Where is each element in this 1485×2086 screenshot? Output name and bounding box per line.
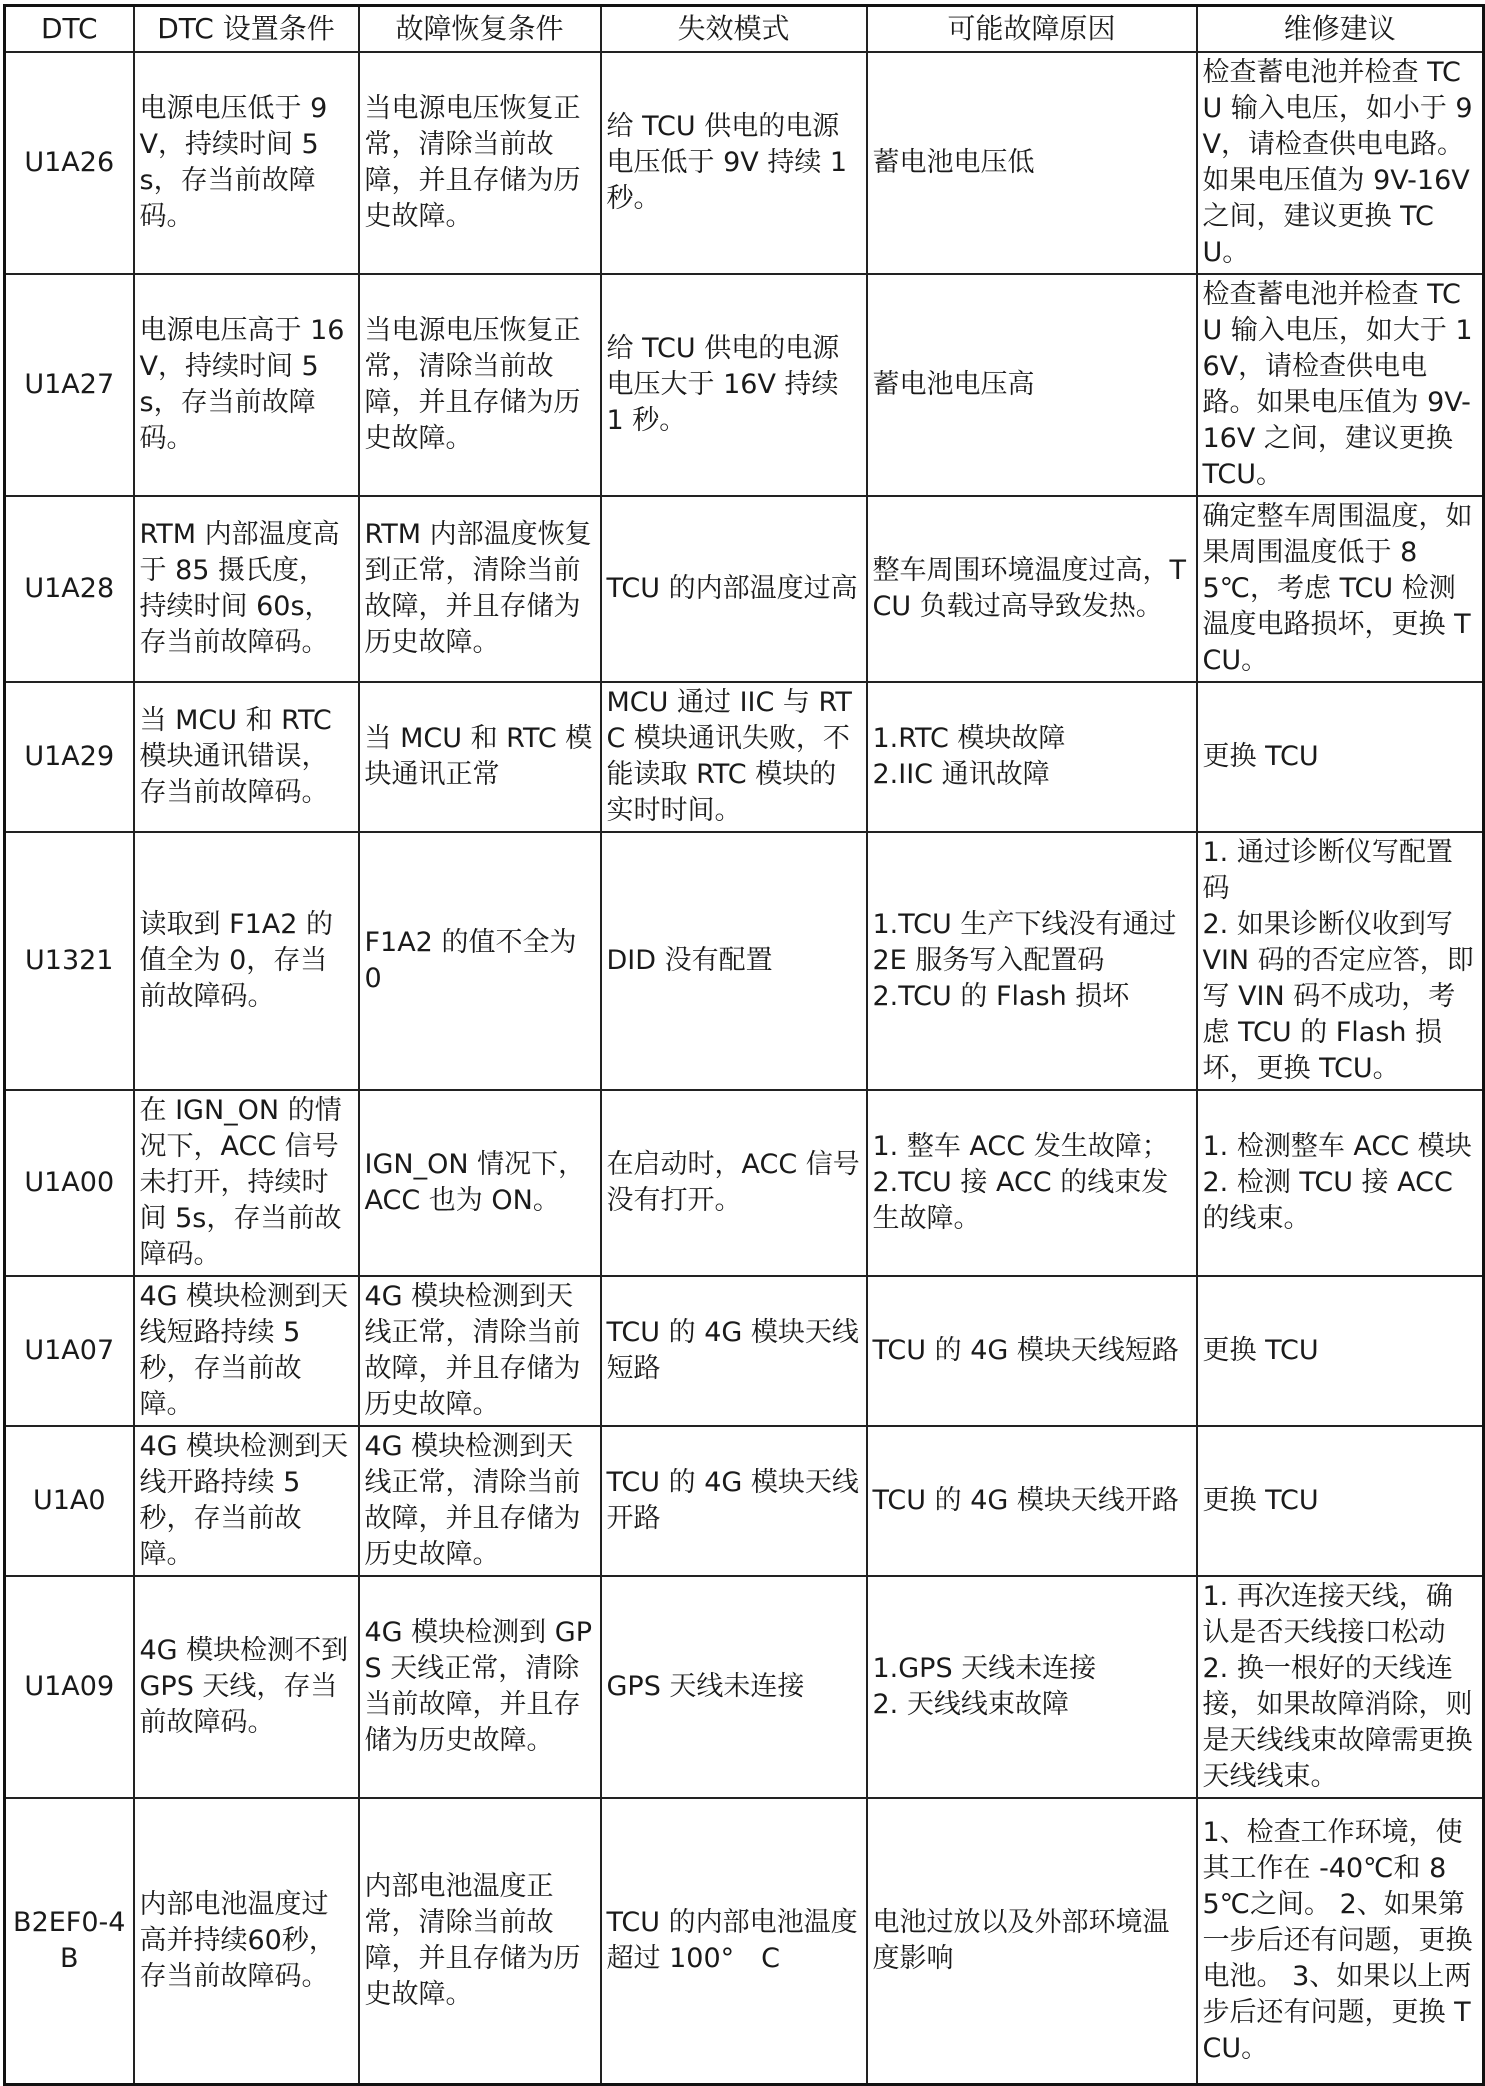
repair-advice-line: 2. 换一根好的天线连接，如果故障消除，则是天线线束故障需更换天线线束。 [1202, 1653, 1473, 1792]
table-row [5, 274, 1484, 496]
header-repair-advice: 维修建议 [1197, 6, 1484, 53]
possible-cause-cell: 电池过放以及外部环境温度影响 [867, 1798, 1197, 2084]
repair-advice-cell: 更换 TCU [1197, 1276, 1484, 1426]
header-row [5, 6, 1484, 53]
table-row [5, 1798, 1484, 2084]
repair-advice-line: 1. 通过诊断仪写配置码 [1202, 837, 1453, 904]
set-condition-cell: 电源电压高于 16V，持续时间 5s，存当前故障码。 [134, 274, 359, 496]
header-recovery-condition: 故障恢复条件 [359, 6, 601, 53]
repair-advice-line: 1. 再次连接天线，确认是否天线接口松动 [1202, 1581, 1453, 1648]
repair-advice-cell [1197, 832, 1484, 1090]
dtc-code-cell: U1A07 [5, 1276, 134, 1426]
dtc-code-cell: U1A28 [5, 496, 134, 682]
failure-mode-cell: TCU 的 4G 模块天线开路 [601, 1426, 867, 1576]
possible-cause-line: 2.TCU 的 Flash 损坏 [872, 981, 1130, 1012]
repair-advice-cell: 确定整车周围温度，如果周围温度低于 85℃，考虑 TCU 检测温度电路损坏，更换 TCU。 [1197, 496, 1484, 682]
failure-mode-cell: MCU 通过 IIC 与 RTC 模块通讯失败，不能读取 RTC 模块的实时时间。 [601, 682, 867, 832]
dtc-code-cell: U1A27 [5, 274, 134, 496]
possible-cause-line: 2.TCU 接 ACC 的线束发生故障。 [872, 1167, 1169, 1234]
table-row [5, 496, 1484, 682]
repair-advice-cell [1197, 1576, 1484, 1798]
possible-cause-cell: TCU 的 4G 模块天线短路 [867, 1276, 1197, 1426]
recovery-condition-cell: IGN_ON 情况下，ACC 也为 ON。 [359, 1090, 601, 1276]
dtc-code-cell: U1321 [5, 832, 134, 1090]
possible-cause-line: 1. 整车 ACC 发生故障； [872, 1131, 1169, 1162]
recovery-condition-cell: 4G 模块检测到天线正常，清除当前故障，并且存储为历史故障。 [359, 1276, 601, 1426]
repair-advice-cell: 检查蓄电池并检查 TCU 输入电压，如大于 16V，请检查供电电路。如果电压值为 9V-16V 之间，建议更换 TCU。 [1197, 274, 1484, 496]
failure-mode-cell: 给 TCU 供电的电源电压大于 16V 持续 1 秒。 [601, 274, 867, 496]
header-possible-cause: 可能故障原因 [867, 6, 1197, 53]
repair-advice-line: 2. 如果诊断仪收到写 VIN 码的否定应答，即写 VIN 码不成功，考虑 TCU 的 Flash 损坏，更换 TCU。 [1202, 909, 1474, 1084]
dtc-code-cell: U1A29 [5, 682, 134, 832]
possible-cause-cell [867, 682, 1197, 832]
recovery-condition-cell: 内部电池温度正常，清除当前故障，并且存储为历史故障。 [359, 1798, 601, 2084]
recovery-condition-cell: 4G 模块检测到 GPS 天线正常，清除当前故障，并且存储为历史故障。 [359, 1576, 601, 1798]
recovery-condition-cell: F1A2 的值不全为 0 [359, 832, 601, 1090]
possible-cause-line: 1.TCU 生产下线没有通过 2E 服务写入配置码 [872, 909, 1177, 976]
possible-cause-line: 2.IIC 通讯故障 [872, 759, 1050, 790]
recovery-condition-cell: 4G 模块检测到天线正常，清除当前故障，并且存储为历史故障。 [359, 1426, 601, 1576]
possible-cause-cell: 整车周围环境温度过高，TCU 负载过高导致发热。 [867, 496, 1197, 682]
possible-cause-cell [867, 1576, 1197, 1798]
possible-cause-cell [867, 832, 1197, 1090]
failure-mode-cell: 给 TCU 供电的电源电压低于 9V 持续 1 秒。 [601, 52, 867, 274]
recovery-condition-cell: 当 MCU 和 RTC 模块通讯正常 [359, 682, 601, 832]
repair-advice-line: 2. 检测 TCU 接 ACC 的线束。 [1202, 1167, 1453, 1234]
possible-cause-line: 1.GPS 天线未连接 [872, 1653, 1097, 1684]
header-failure-mode: 失效模式 [601, 6, 867, 53]
repair-advice-cell [1197, 1090, 1484, 1276]
possible-cause-cell: 蓄电池电压高 [867, 274, 1197, 496]
possible-cause-line: 2. 天线线束故障 [872, 1689, 1069, 1720]
dtc-code-cell: U1A0 [5, 1426, 134, 1576]
table-row [5, 1576, 1484, 1798]
repair-advice-cell: 更换 TCU [1197, 682, 1484, 832]
dtc-code-cell: U1A26 [5, 52, 134, 274]
header-set-condition: DTC 设置条件 [134, 6, 359, 53]
set-condition-cell: RTM 内部温度高于 85 摄氏度，持续时间 60s，存当前故障码。 [134, 496, 359, 682]
table-row [5, 1426, 1484, 1576]
failure-mode-cell: DID 没有配置 [601, 832, 867, 1090]
set-condition-cell: 4G 模块检测到天线短路持续 5 秒，存当前故障。 [134, 1276, 359, 1426]
dtc-code-cell: B2EF0-4B [5, 1798, 134, 2084]
set-condition-cell: 在 IGN_ON 的情况下，ACC 信号未打开，持续时间 5s，存当前故障码。 [134, 1090, 359, 1276]
possible-cause-line: 1.RTC 模块故障 [872, 723, 1066, 754]
table-row [5, 1090, 1484, 1276]
set-condition-cell: 电源电压低于 9V，持续时间 5s，存当前故障码。 [134, 52, 359, 274]
failure-mode-cell: 在启动时，ACC 信号没有打开。 [601, 1090, 867, 1276]
repair-advice-line: 1. 检测整车 ACC 模块 [1202, 1131, 1472, 1162]
repair-advice-cell: 更换 TCU [1197, 1426, 1484, 1576]
failure-mode-cell: TCU 的内部温度过高 [601, 496, 867, 682]
failure-mode-cell: TCU 的 4G 模块天线短路 [601, 1276, 867, 1426]
recovery-condition-cell: RTM 内部温度恢复到正常，清除当前故障，并且存储为历史故障。 [359, 496, 601, 682]
dtc-table [3, 4, 1485, 2086]
table-row [5, 832, 1484, 1090]
table-row [5, 682, 1484, 832]
header-dtc: DTC [5, 6, 134, 53]
set-condition-cell: 当 MCU 和 RTC 模块通讯错误，存当前故障码。 [134, 682, 359, 832]
recovery-condition-cell: 当电源电压恢复正常，清除当前故障，并且存储为历史故障。 [359, 52, 601, 274]
set-condition-cell: 读取到 F1A2 的值全为 0，存当前故障码。 [134, 832, 359, 1090]
set-condition-cell: 内部电池温度过高并持续60秒，存当前故障码。 [134, 1798, 359, 2084]
table-row [5, 52, 1484, 274]
set-condition-cell: 4G 模块检测到天线开路持续 5 秒，存当前故障。 [134, 1426, 359, 1576]
recovery-condition-cell: 当电源电压恢复正常，清除当前故障，并且存储为历史故障。 [359, 274, 601, 496]
table-body [5, 52, 1484, 2084]
dtc-code-cell: U1A00 [5, 1090, 134, 1276]
possible-cause-cell [867, 1090, 1197, 1276]
possible-cause-cell: TCU 的 4G 模块天线开路 [867, 1426, 1197, 1576]
table-row [5, 1276, 1484, 1426]
failure-mode-cell: TCU 的内部电池温度超过 100° C [601, 1798, 867, 2084]
repair-advice-cell: 检查蓄电池并检查 TCU 输入电压，如小于 9V，请检查供电电路。如果电压值为 9V-16V 之间，建议更换 TCU。 [1197, 52, 1484, 274]
table-header [5, 6, 1484, 53]
repair-advice-cell: 1、检查工作环境，使其工作在 -40℃和 85℃之间。 2、如果第一步后还有问题，更换电池。 3、如果以上两步后还有问题，更换 TCU。 [1197, 1798, 1484, 2084]
possible-cause-cell: 蓄电池电压低 [867, 52, 1197, 274]
dtc-code-cell: U1A09 [5, 1576, 134, 1798]
failure-mode-cell: GPS 天线未连接 [601, 1576, 867, 1798]
set-condition-cell: 4G 模块检测不到 GPS 天线，存当前故障码。 [134, 1576, 359, 1798]
